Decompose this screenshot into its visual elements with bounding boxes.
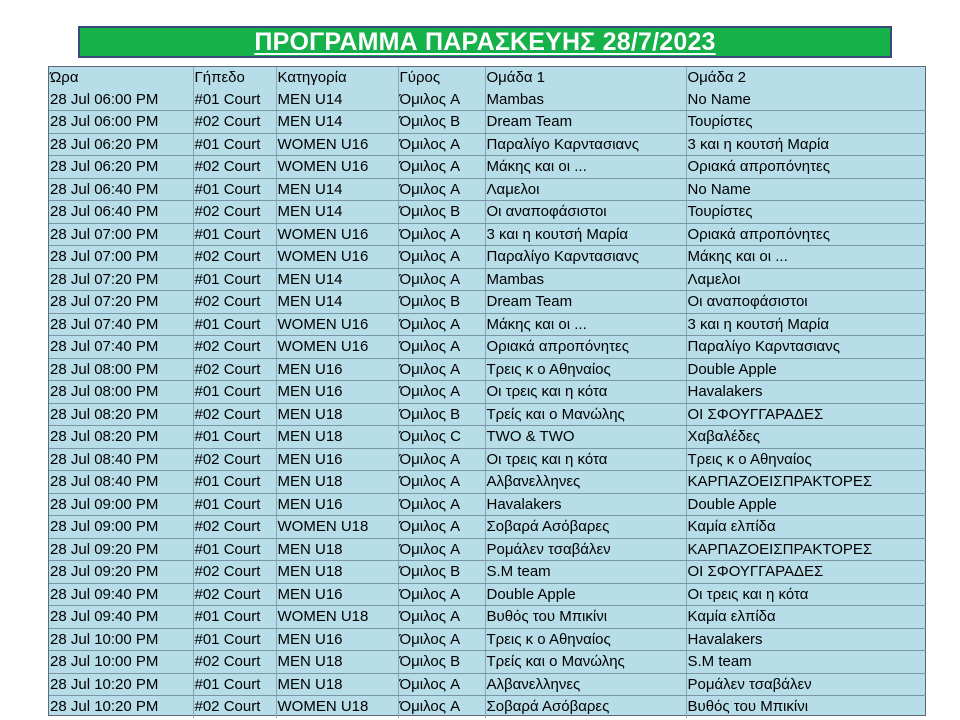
cell-team1: Τρείς και ο Μανώλης <box>485 403 686 426</box>
table-row <box>49 673 926 696</box>
cell-round: Όμιλος A <box>398 696 485 718</box>
cell-team2: Καμία ελπίδα <box>686 606 926 629</box>
cell-team1: S.M team <box>485 561 686 584</box>
cell-team1: Λαμελοι <box>485 178 686 201</box>
cell-category: MEN U14 <box>276 178 398 201</box>
cell-round: Όμιλος A <box>398 156 485 179</box>
cell-team2: 3 και η κουτσή Μαρία <box>686 133 926 156</box>
cell-time: 28 Jul 10:20 PM <box>49 673 193 696</box>
cell-court: #01 Court <box>193 223 276 246</box>
cell-round: Όμιλος B <box>398 291 485 314</box>
cell-team2: Havalakers <box>686 628 926 651</box>
cell-court: #01 Court <box>193 673 276 696</box>
cell-category: MEN U16 <box>276 628 398 651</box>
cell-category: WOMEN U18 <box>276 696 398 718</box>
cell-court: #01 Court <box>193 89 276 111</box>
cell-court: #01 Court <box>193 628 276 651</box>
cell-team2: No Name <box>686 89 926 111</box>
cell-court: #02 Court <box>193 291 276 314</box>
cell-time: 28 Jul 09:40 PM <box>49 606 193 629</box>
cell-court: #02 Court <box>193 448 276 471</box>
cell-round: Όμιλος B <box>398 403 485 426</box>
cell-team1: Τρεις κ ο Αθηναίος <box>485 358 686 381</box>
cell-court: #01 Court <box>193 313 276 336</box>
table-row <box>49 403 926 426</box>
cell-time: 28 Jul 09:00 PM <box>49 516 193 539</box>
table-row <box>49 313 926 336</box>
table-row <box>49 448 926 471</box>
cell-time: 28 Jul 10:00 PM <box>49 628 193 651</box>
cell-team1: Οι τρεις και η κότα <box>485 448 686 471</box>
cell-court: #02 Court <box>193 201 276 224</box>
table-row <box>49 561 926 584</box>
cell-category: MEN U16 <box>276 381 398 404</box>
cell-round: Όμιλος A <box>398 133 485 156</box>
cell-court: #01 Court <box>193 538 276 561</box>
cell-team1: Οι τρεις και η κότα <box>485 381 686 404</box>
cell-team2: No Name <box>686 178 926 201</box>
cell-round: Όμιλος B <box>398 111 485 134</box>
cell-round: Όμιλος A <box>398 381 485 404</box>
cell-team1: Αλβανελληνες <box>485 471 686 494</box>
cell-team2: Οι αναποφάσιστοι <box>686 291 926 314</box>
cell-team2: Λαμελοι <box>686 268 926 291</box>
cell-team1: Οριακά απροπόνητες <box>485 336 686 359</box>
cell-round: Όμιλος B <box>398 651 485 674</box>
cell-court: #02 Court <box>193 651 276 674</box>
title-banner <box>78 26 892 58</box>
cell-time: 28 Jul 10:00 PM <box>49 651 193 674</box>
cell-category: MEN U18 <box>276 651 398 674</box>
header-round: Γύρος <box>398 67 485 89</box>
cell-time: 28 Jul 07:00 PM <box>49 223 193 246</box>
schedule-table-container <box>48 66 926 716</box>
cell-category: MEN U14 <box>276 268 398 291</box>
cell-court: #01 Court <box>193 133 276 156</box>
table-row <box>49 583 926 606</box>
cell-court: #02 Court <box>193 246 276 269</box>
cell-time: 28 Jul 09:40 PM <box>49 583 193 606</box>
cell-team2: Ρομάλεν τσαβάλεν <box>686 673 926 696</box>
cell-team2: ΚΑΡΠΑΖΟΕΙΣΠΡΑΚΤΟΡΕΣ <box>686 538 926 561</box>
cell-category: MEN U16 <box>276 583 398 606</box>
cell-round: Όμιλος A <box>398 673 485 696</box>
cell-team2: ΟΙ ΣΦΟΥΓΓΑΡΑΔΕΣ <box>686 561 926 584</box>
cell-round: Όμιλος A <box>398 89 485 111</box>
cell-court: #01 Court <box>193 493 276 516</box>
table-row <box>49 111 926 134</box>
table-row <box>49 426 926 449</box>
cell-court: #02 Court <box>193 111 276 134</box>
header-team1: Ομάδα 1 <box>485 67 686 89</box>
table-body <box>49 89 926 718</box>
cell-team1: Παραλίγο Καρντασιανς <box>485 133 686 156</box>
cell-team1: Τρεις κ ο Αθηναίος <box>485 628 686 651</box>
cell-time: 28 Jul 08:00 PM <box>49 381 193 404</box>
table-row <box>49 651 926 674</box>
cell-round: Όμιλος C <box>398 426 485 449</box>
cell-round: Όμιλος A <box>398 493 485 516</box>
cell-round: Όμιλος A <box>398 448 485 471</box>
cell-court: #02 Court <box>193 583 276 606</box>
cell-time: 28 Jul 08:20 PM <box>49 426 193 449</box>
table-row <box>49 268 926 291</box>
cell-category: WOMEN U18 <box>276 516 398 539</box>
cell-team1: Σοβαρά Ασόβαρες <box>485 696 686 718</box>
cell-time: 28 Jul 07:20 PM <box>49 291 193 314</box>
header-category: Κατηγορία <box>276 67 398 89</box>
cell-category: WOMEN U16 <box>276 223 398 246</box>
cell-team1: Σοβαρά Ασόβαρες <box>485 516 686 539</box>
cell-round: Όμιλος A <box>398 538 485 561</box>
table-row <box>49 493 926 516</box>
cell-time: 28 Jul 08:40 PM <box>49 471 193 494</box>
cell-time: 28 Jul 06:00 PM <box>49 89 193 111</box>
cell-round: Όμιλος A <box>398 606 485 629</box>
cell-category: WOMEN U16 <box>276 156 398 179</box>
cell-time: 28 Jul 06:40 PM <box>49 201 193 224</box>
table-row <box>49 336 926 359</box>
cell-category: MEN U14 <box>276 291 398 314</box>
cell-team1: Ρομάλεν τσαβάλεν <box>485 538 686 561</box>
cell-team2: Παραλίγο Καρντασιανς <box>686 336 926 359</box>
cell-court: #02 Court <box>193 336 276 359</box>
cell-court: #01 Court <box>193 606 276 629</box>
table-row <box>49 178 926 201</box>
cell-round: Όμιλος A <box>398 223 485 246</box>
cell-time: 28 Jul 06:20 PM <box>49 156 193 179</box>
cell-category: WOMEN U16 <box>276 336 398 359</box>
cell-category: MEN U18 <box>276 538 398 561</box>
cell-round: Όμιλος A <box>398 471 485 494</box>
table-row <box>49 628 926 651</box>
cell-team2: Καμία ελπίδα <box>686 516 926 539</box>
cell-team1: Παραλίγο Καρντασιανς <box>485 246 686 269</box>
cell-time: 28 Jul 06:20 PM <box>49 133 193 156</box>
cell-team1: Τρείς και ο Μανώλης <box>485 651 686 674</box>
cell-category: MEN U18 <box>276 403 398 426</box>
cell-category: MEN U14 <box>276 201 398 224</box>
cell-time: 28 Jul 08:00 PM <box>49 358 193 381</box>
table-row <box>49 201 926 224</box>
header-team2: Ομάδα 2 <box>687 69 747 87</box>
cell-court: #02 Court <box>193 561 276 584</box>
table-row <box>49 156 926 179</box>
cell-time: 28 Jul 07:20 PM <box>49 268 193 291</box>
cell-time: 28 Jul 08:40 PM <box>49 448 193 471</box>
cell-time: 28 Jul 09:00 PM <box>49 493 193 516</box>
cell-round: Όμιλος A <box>398 336 485 359</box>
cell-round: Όμιλος A <box>398 583 485 606</box>
cell-category: MEN U18 <box>276 426 398 449</box>
cell-team2: Μάκης και οι ... <box>686 246 926 269</box>
cell-team1: Μάκης και οι ... <box>485 313 686 336</box>
table-row <box>49 471 926 494</box>
cell-court: #02 Court <box>193 358 276 381</box>
cell-time: 28 Jul 09:20 PM <box>49 538 193 561</box>
table-row <box>49 696 926 718</box>
cell-team1: Havalakers <box>485 493 686 516</box>
cell-time: 28 Jul 10:20 PM <box>49 696 193 718</box>
cell-category: MEN U18 <box>276 673 398 696</box>
table-row <box>49 516 926 539</box>
cell-category: MEN U16 <box>276 358 398 381</box>
cell-court: #02 Court <box>193 516 276 539</box>
table-row <box>49 223 926 246</box>
cell-round: Όμιλος A <box>398 178 485 201</box>
cell-category: MEN U18 <box>276 561 398 584</box>
cell-court: #01 Court <box>193 381 276 404</box>
table-header-row <box>49 67 926 89</box>
table-row <box>49 133 926 156</box>
cell-team2: Βυθός του Μπικίνι <box>687 698 809 716</box>
cell-category: MEN U16 <box>276 448 398 471</box>
cell-team1: TWO & TWO <box>485 426 686 449</box>
cell-team2: Havalakers <box>686 381 926 404</box>
cell-round: Όμιλος A <box>398 628 485 651</box>
cell-team2: Double Apple <box>686 358 926 381</box>
cell-category: MEN U14 <box>276 89 398 111</box>
cell-court: #01 Court <box>193 268 276 291</box>
table-row <box>49 291 926 314</box>
table-row <box>49 89 926 111</box>
table-row <box>49 246 926 269</box>
cell-court: #01 Court <box>193 426 276 449</box>
cell-team1: Dream Team <box>485 111 686 134</box>
cell-category: MEN U18 <box>276 471 398 494</box>
cell-team2: Τρεις κ ο Αθηναίος <box>686 448 926 471</box>
schedule-table <box>49 67 926 718</box>
cell-category: WOMEN U16 <box>276 246 398 269</box>
cell-team1: Double Apple <box>485 583 686 606</box>
cell-round: Όμιλος A <box>398 268 485 291</box>
cell-team2: S.M team <box>686 651 926 674</box>
cell-category: WOMEN U16 <box>276 313 398 336</box>
page-title: ΠΡΟΓΡΑΜΜΑ ΠΑΡΑΣΚΕΥΗΣ 28/7/2023 <box>254 27 716 56</box>
table-row <box>49 606 926 629</box>
cell-court: #02 Court <box>193 156 276 179</box>
header-court: Γήπεδο <box>193 67 276 89</box>
cell-court: #02 Court <box>193 403 276 426</box>
cell-time: 28 Jul 09:20 PM <box>49 561 193 584</box>
cell-team2: 3 και η κουτσή Μαρία <box>686 313 926 336</box>
cell-category: WOMEN U18 <box>276 606 398 629</box>
cell-round: Όμιλος A <box>398 246 485 269</box>
cell-category: MEN U16 <box>276 493 398 516</box>
cell-team1: Βυθός του Μπικίνι <box>485 606 686 629</box>
cell-time: 28 Jul 06:00 PM <box>49 111 193 134</box>
cell-team2: Χαβαλέδες <box>686 426 926 449</box>
cell-team2: Double Apple <box>686 493 926 516</box>
cell-team2: Οι τρεις και η κότα <box>686 583 926 606</box>
cell-round: Όμιλος A <box>398 313 485 336</box>
cell-category: MEN U14 <box>276 111 398 134</box>
cell-court: #02 Court <box>193 696 276 718</box>
cell-team1: 3 και η κουτσή Μαρία <box>485 223 686 246</box>
cell-team2: Οριακά απροπόνητες <box>686 156 926 179</box>
cell-team2: ΚΑΡΠΑΖΟΕΙΣΠΡΑΚΤΟΡΕΣ <box>686 471 926 494</box>
cell-time: 28 Jul 06:40 PM <box>49 178 193 201</box>
table-row <box>49 381 926 404</box>
cell-team1: Μάκης και οι ... <box>485 156 686 179</box>
cell-team2: Οριακά απροπόνητες <box>686 223 926 246</box>
cell-team2: ΟΙ ΣΦΟΥΓΓΑΡΑΔΕΣ <box>686 403 926 426</box>
table-row <box>49 358 926 381</box>
cell-court: #01 Court <box>193 471 276 494</box>
cell-team1: Mambas <box>485 89 686 111</box>
cell-team2: Τουρίστες <box>686 111 926 134</box>
header-time: Ώρα <box>49 67 193 89</box>
cell-team1: Οι αναποφάσιστοι <box>485 201 686 224</box>
cell-time: 28 Jul 08:20 PM <box>49 403 193 426</box>
cell-court: #01 Court <box>193 178 276 201</box>
cell-team2: Τουρίστες <box>686 201 926 224</box>
cell-time: 28 Jul 07:40 PM <box>49 336 193 359</box>
cell-round: Όμιλος A <box>398 358 485 381</box>
cell-category: WOMEN U16 <box>276 133 398 156</box>
cell-round: Όμιλος B <box>398 561 485 584</box>
table-row <box>49 538 926 561</box>
cell-team1: Αλβανελληνες <box>485 673 686 696</box>
cell-round: Όμιλος B <box>398 201 485 224</box>
cell-time: 28 Jul 07:40 PM <box>49 313 193 336</box>
cell-time: 28 Jul 07:00 PM <box>49 246 193 269</box>
cell-team1: Dream Team <box>485 291 686 314</box>
cell-round: Όμιλος A <box>398 516 485 539</box>
cell-team1: Mambas <box>485 268 686 291</box>
